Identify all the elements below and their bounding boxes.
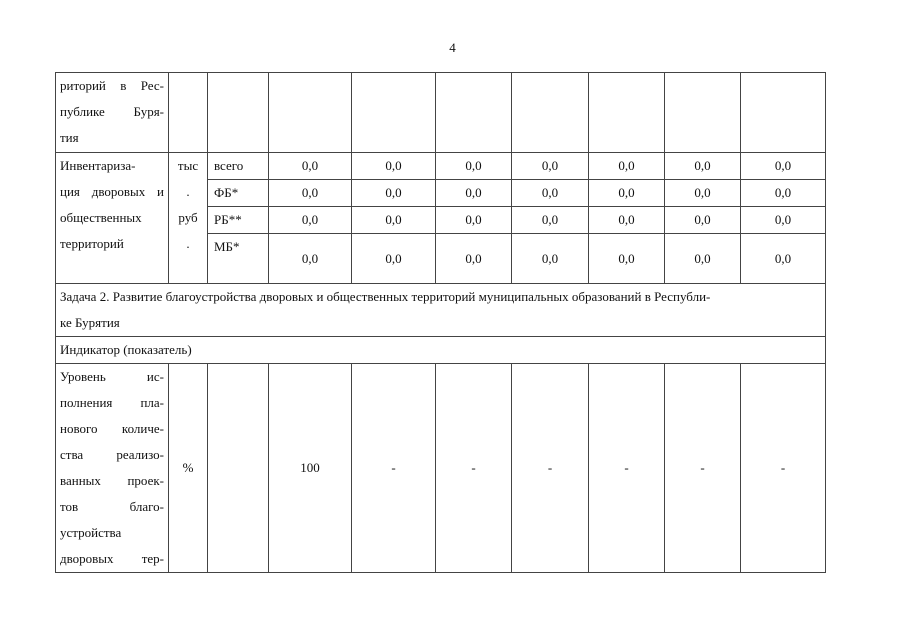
name-line: ванных проек-: [60, 473, 164, 488]
funding-source: РБ**: [208, 207, 269, 234]
value-cell: 0,0: [512, 180, 589, 207]
value-cell: 100: [269, 364, 352, 573]
task-heading: [56, 284, 826, 337]
funding-source: всего: [208, 153, 269, 180]
name-line: публике Буря-: [60, 104, 164, 119]
table-row: [56, 73, 826, 153]
value-cell: 0,0: [436, 153, 512, 180]
name-line: нового количе-: [60, 421, 164, 436]
value-cell: 0,0: [665, 207, 741, 234]
value-cell: -: [352, 364, 436, 573]
value-cell: 0,0: [436, 207, 512, 234]
value-cell: -: [589, 364, 665, 573]
page-number: 4: [449, 40, 456, 55]
value-cell: 0,0: [436, 234, 512, 284]
table-row: [56, 364, 826, 573]
value-cell: 0,0: [512, 207, 589, 234]
value-cell: -: [512, 364, 589, 573]
value-cell: 0,0: [741, 234, 826, 284]
budget-table: [55, 72, 826, 573]
value-cell: -: [436, 364, 512, 573]
value-cell: 0,0: [352, 207, 436, 234]
value-cell: -: [741, 364, 826, 573]
value-cell: -: [665, 364, 741, 573]
name-line: ция дворовых и: [60, 184, 164, 199]
name-line: общественных: [60, 210, 142, 225]
value-cell: 0,0: [269, 153, 352, 180]
value-cell: 0,0: [665, 234, 741, 284]
task-line: Задача 2. Развитие благоустройства дворовых и общественных территорий муниципальных образований в Республи-: [60, 289, 711, 304]
value-cell: 0,0: [589, 180, 665, 207]
value-cell: 0,0: [741, 207, 826, 234]
value-cell: 0,0: [512, 234, 589, 284]
name-line: дворовых тер-: [60, 551, 164, 566]
name-line: тия: [60, 130, 79, 145]
value-cell: 0,0: [512, 153, 589, 180]
row-name-cell: [56, 153, 169, 284]
table-row: [56, 153, 826, 180]
value-cell: 0,0: [741, 180, 826, 207]
name-line: устройства: [60, 525, 122, 540]
value-cell: 0,0: [269, 180, 352, 207]
value-cell: 0,0: [589, 153, 665, 180]
name-line: тов благо-: [60, 499, 164, 514]
name-line: территорий: [60, 236, 124, 251]
value-cell: 0,0: [741, 153, 826, 180]
value-cell: 0,0: [665, 180, 741, 207]
row-name-cell: [56, 364, 169, 573]
unit-cell: тыс . руб .: [169, 153, 208, 284]
value-cell: 0,0: [589, 207, 665, 234]
table-row: [56, 337, 826, 364]
value-cell: 0,0: [352, 180, 436, 207]
unit-cell: %: [169, 364, 208, 573]
row-name-cell: [56, 73, 169, 153]
indicator-heading: Индикатор (показатель): [56, 337, 826, 364]
name-line: полнения пла-: [60, 395, 164, 410]
value-cell: 0,0: [665, 153, 741, 180]
value-cell: 0,0: [436, 180, 512, 207]
value-cell: 0,0: [269, 234, 352, 284]
value-cell: 0,0: [352, 153, 436, 180]
funding-source: ФБ*: [208, 180, 269, 207]
name-line: ства реализо-: [60, 447, 164, 462]
value-cell: 0,0: [589, 234, 665, 284]
value-cell: 0,0: [269, 207, 352, 234]
name-line: риторий в Рес-: [60, 78, 164, 93]
task-line: ке Бурятия: [60, 315, 120, 330]
table-row: [56, 284, 826, 337]
value-cell: 0,0: [352, 234, 436, 284]
funding-source: МБ*: [208, 234, 269, 284]
name-line: Инвентариза-: [60, 158, 136, 173]
name-line: Уровень ис-: [60, 369, 164, 384]
